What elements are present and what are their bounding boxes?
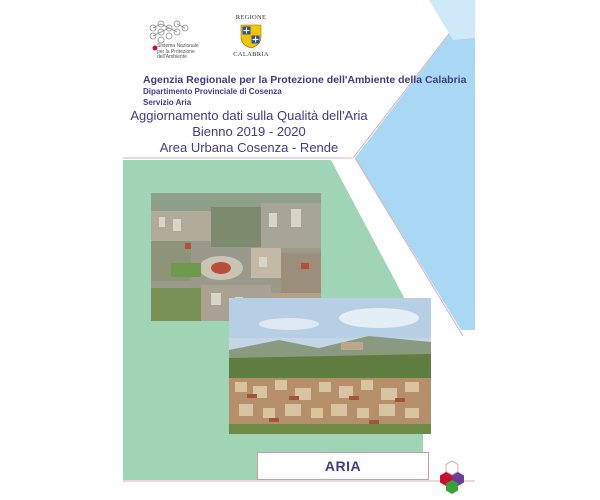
regione-top-label: REGIONE [235,14,267,21]
title-line-3: Area Urbana Cosenza - Rende [159,140,339,155]
regione-bottom-label: CALABRIA [233,51,269,58]
tri-hexagon-icon [437,460,467,494]
hillside-town-photo [229,298,431,434]
regione-calabria-logo [231,14,271,60]
title-line-2: Bienno 2019 - 2020 [192,124,306,139]
shield-crest-icon [239,23,263,49]
agency-name: Agenzia Regionale per la Protezione dell'Ambiente della Calabria [143,74,467,86]
report-title [123,108,375,156]
department-name: Dipartimento Provinciale di Cosenza [143,87,282,96]
title-line-1: Aggiornamento dati sulla Qualità dell'Aria [130,108,368,123]
aria-label-box [257,452,429,480]
service-name: Servizio Aria [143,98,192,107]
snpa-logo-text: Sistema Nazionale per la Protezione dell'Ambiente [157,43,199,60]
document-page [123,0,475,500]
aria-label: ARIA [324,458,362,474]
